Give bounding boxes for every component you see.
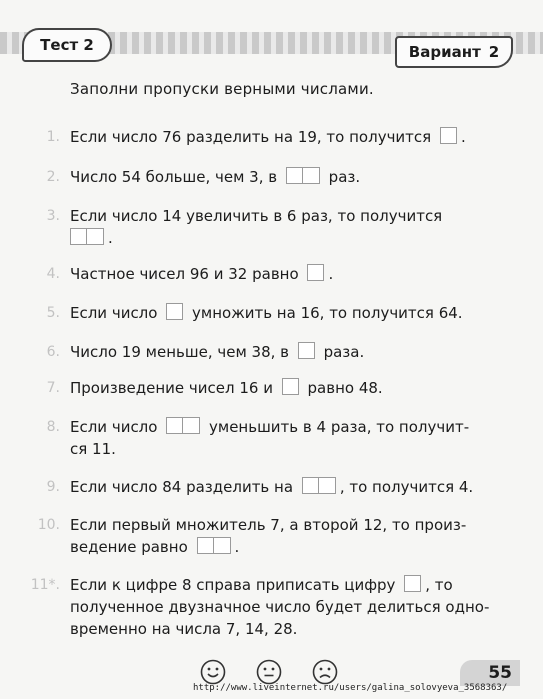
task-7 <box>46 377 510 399</box>
task-number: 5. <box>46 305 60 321</box>
answer-box[interactable] <box>302 477 336 494</box>
neutral-face-icon[interactable] <box>256 659 282 685</box>
task-11 <box>30 574 510 640</box>
task-1 <box>46 126 510 148</box>
answer-box[interactable] <box>307 264 324 281</box>
task-number: 8. <box>46 419 60 435</box>
task-text: равно 48. <box>307 379 383 397</box>
task-text: , то получится 4. <box>339 478 474 496</box>
task-text: Число 54 больше, чем 3, в <box>70 168 278 186</box>
task-number: 4. <box>46 266 60 282</box>
task-text: . <box>328 265 334 283</box>
task-number: 3. <box>46 208 60 224</box>
variant-word: Вариант <box>408 43 481 61</box>
variant-number: 2 <box>488 43 500 61</box>
task-text: умножить на 16, то получится 64. <box>192 304 463 322</box>
task-number: 9. <box>46 479 60 495</box>
task-text: Если число 14 увеличить в 6 раз, то получится <box>70 207 443 225</box>
task-number: 7. <box>46 380 60 396</box>
task-number: 6. <box>46 344 60 360</box>
task-text: Если к цифре 8 справа приписать цифру <box>70 576 396 594</box>
test-label-badge <box>22 28 112 62</box>
answer-box[interactable] <box>440 127 457 144</box>
task-text: ведение равно <box>70 538 188 556</box>
task-5 <box>46 302 510 324</box>
task-text: Число 19 меньше, чем 38, в <box>70 343 289 361</box>
task-6 <box>46 341 510 363</box>
task-text: полученное двузначное число будет делиться одно- <box>70 598 490 616</box>
task-text: раза. <box>323 343 365 361</box>
task-text: Если первый множитель 7, а второй 12, то произ- <box>70 516 467 534</box>
task-text: уменьшить в 4 раза, то получит- <box>209 418 470 436</box>
task-text: Произведение чисел 16 и <box>70 379 273 397</box>
task-2 <box>46 166 510 188</box>
sad-face-icon[interactable] <box>312 659 338 685</box>
task-text: ся 11. <box>70 440 116 458</box>
task-number: 2. <box>46 169 60 185</box>
task-text: раз. <box>328 168 361 186</box>
task-text: временно на числа 7, 14, 28. <box>70 620 298 638</box>
answer-box[interactable] <box>282 378 299 395</box>
task-text: . <box>234 538 240 556</box>
page-number: 55 <box>460 660 520 686</box>
task-text: . <box>108 229 113 247</box>
task-number: 10. <box>37 517 60 533</box>
task-text: . <box>460 128 466 146</box>
task-text: Если число 76 разделить на 19, то получится <box>70 128 432 146</box>
task-text: Если число 84 разделить на <box>70 478 294 496</box>
answer-box[interactable] <box>197 537 231 554</box>
task-text: Если число <box>70 418 158 436</box>
task-8 <box>46 416 510 460</box>
answer-box[interactable] <box>70 228 104 245</box>
task-10 <box>37 514 510 558</box>
test-label: Тест 2 <box>40 36 94 54</box>
answer-box[interactable] <box>166 417 200 434</box>
answer-box[interactable] <box>166 303 183 320</box>
answer-box[interactable] <box>404 575 421 592</box>
answer-box[interactable] <box>298 342 315 359</box>
happy-face-icon[interactable] <box>200 659 226 685</box>
task-text: , то <box>425 576 453 594</box>
task-3 <box>46 205 510 249</box>
task-text: Если число <box>70 304 158 322</box>
instruction: Заполни пропуски верными числами. <box>70 80 374 98</box>
task-number: 1. <box>46 129 60 145</box>
answer-box[interactable] <box>286 167 320 184</box>
task-4 <box>46 263 510 285</box>
variant-badge <box>395 36 513 68</box>
self-assessment-faces <box>200 659 338 685</box>
task-text: Частное чисел 96 и 32 равно <box>70 265 299 283</box>
task-number: 11*. <box>30 577 60 593</box>
source-url: http://www.liveinternet.ru/users/galina_solovyeva_3568363/ <box>193 683 508 693</box>
task-9 <box>46 476 510 498</box>
